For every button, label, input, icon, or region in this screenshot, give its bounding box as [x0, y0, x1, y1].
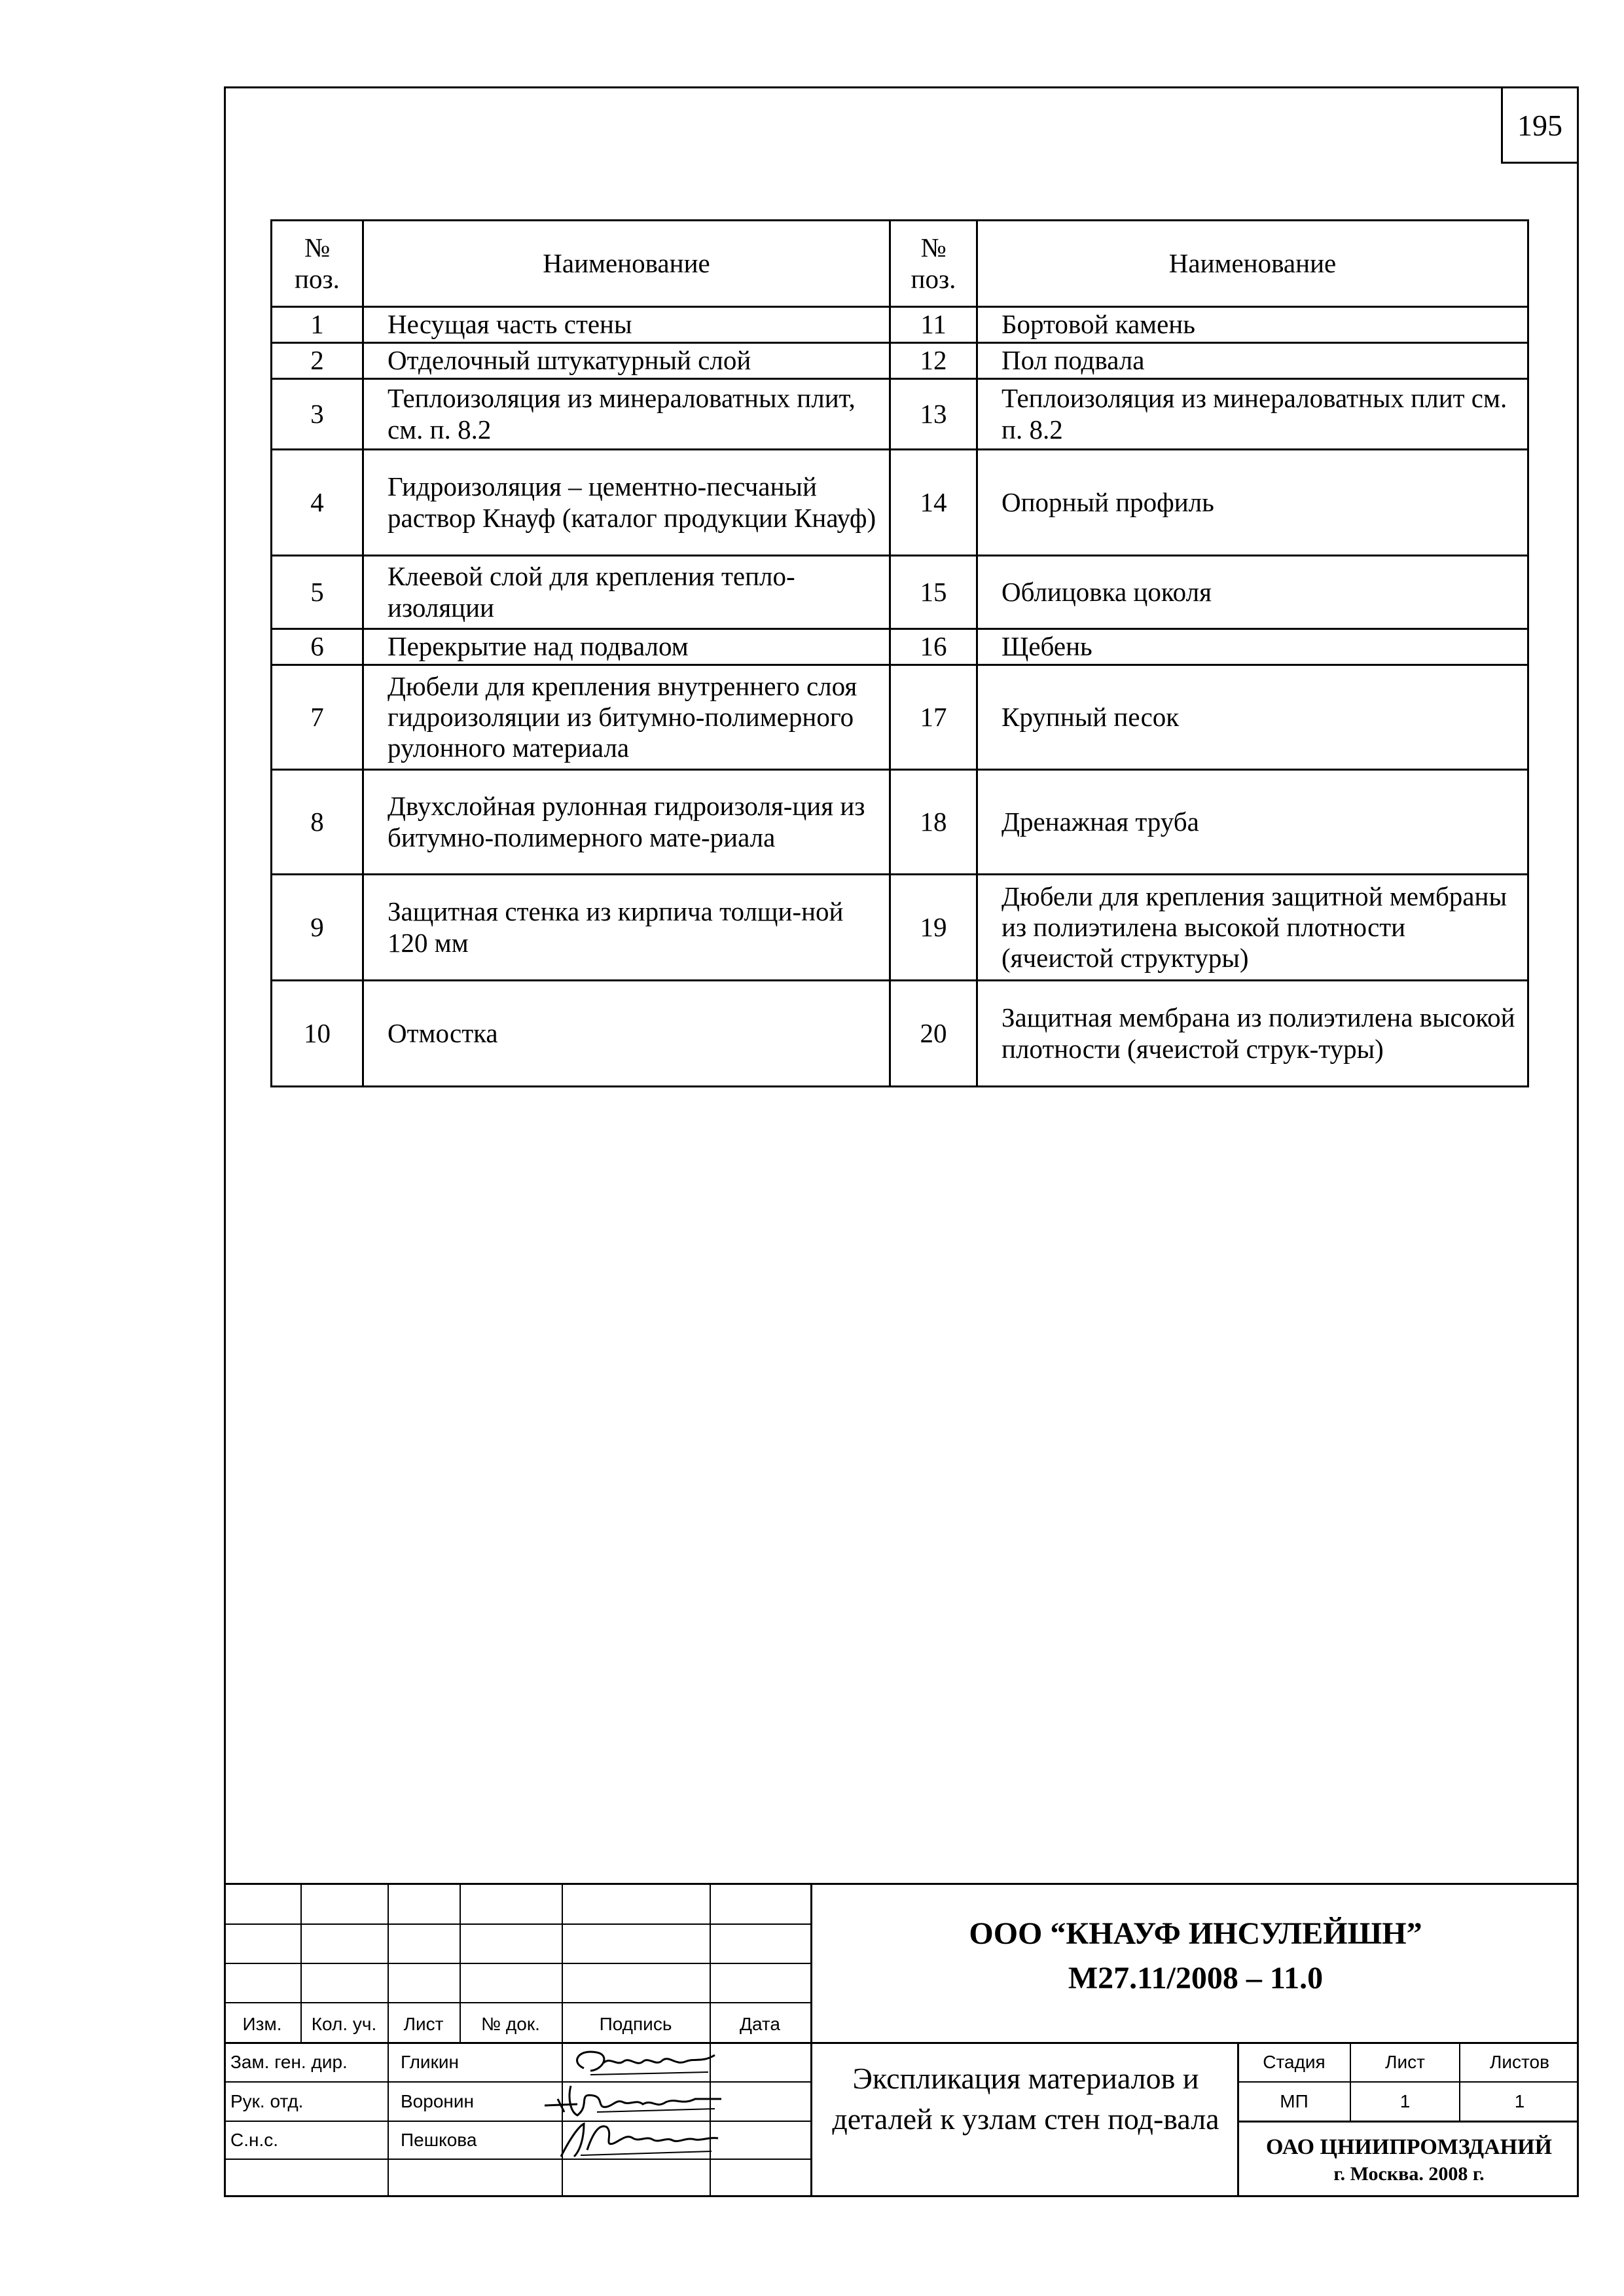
document-code: М27.11/2008 – 11.0	[1068, 1961, 1324, 1995]
col-header-pos: № поз.	[272, 221, 363, 307]
name-cell: Двухслойная рулонная гидроизоля-ция из битумно-полимерного мате-риала	[363, 770, 890, 875]
pos-cell: 4	[272, 450, 363, 556]
name-cell: Несущая часть стены	[363, 307, 890, 343]
pos-cell: 18	[890, 770, 977, 875]
col-header-pos: № поз.	[890, 221, 977, 307]
organization-name: ОАО ЦНИИПРОМЗДАНИЙ	[1265, 2135, 1553, 2159]
pos-cell: 12	[890, 343, 977, 379]
signature-image	[554, 2117, 725, 2163]
table-row	[272, 981, 1528, 1087]
stage-header: Стадия	[1263, 2052, 1326, 2072]
name-cell: Щебень	[977, 629, 1528, 665]
table-row	[272, 307, 1528, 343]
name-cell: Перекрытие над подвалом	[363, 629, 890, 665]
sheets-header: Листов	[1490, 2052, 1549, 2072]
page-number: 195	[1501, 86, 1579, 164]
col-sign-label: Подпись	[599, 2014, 672, 2034]
pos-cell: 19	[890, 875, 977, 981]
name-cell: Защитная стенка из кирпича толщи-ной 120 мм	[363, 875, 890, 981]
name-cell: Защитная мембрана из полиэтилена высокой плотности (ячеистой струк-туры)	[977, 981, 1528, 1087]
pos-cell: 13	[890, 379, 977, 450]
role-label: Зам. ген. дир.	[230, 2052, 348, 2072]
person-name: Пешкова	[401, 2130, 477, 2150]
signature-image	[564, 2043, 721, 2083]
col-doc-label: № док.	[481, 2014, 540, 2034]
name-cell: Бортовой камень	[977, 307, 1528, 343]
table-row	[272, 665, 1528, 770]
col-kol-label: Кол. уч.	[311, 2014, 377, 2034]
name-cell: Крупный песок	[977, 665, 1528, 770]
name-cell: Пол подвала	[977, 343, 1528, 379]
col-list-label: Лист	[403, 2014, 444, 2034]
pos-cell: 9	[272, 875, 363, 981]
document-title: Экспликация материалов и деталей к узлам стен под-вала	[832, 2062, 1219, 2136]
pos-cell: 3	[272, 379, 363, 450]
table-header-row	[272, 221, 1528, 307]
role-label: Рук. отд.	[230, 2091, 304, 2111]
company-name: ООО “КНАУФ ИНСУЛЕЙШН”	[969, 1916, 1422, 1951]
pos-cell: 5	[272, 556, 363, 629]
name-cell: Дренажная труба	[977, 770, 1528, 875]
name-cell: Дюбели для крепления внутреннего слоя гидроизоляции из битумно-полимерного рулонного материала	[363, 665, 890, 770]
pos-cell: 17	[890, 665, 977, 770]
title-block	[224, 1883, 1579, 2197]
name-cell: Облицовка цоколя	[977, 556, 1528, 629]
table-row	[272, 379, 1528, 450]
pos-cell: 11	[890, 307, 977, 343]
pos-cell: 14	[890, 450, 977, 556]
table-row	[272, 343, 1528, 379]
name-cell: Теплоизоляция из минераловатных плит см. п. 8.2	[977, 379, 1528, 450]
table-row	[272, 629, 1528, 665]
name-cell: Отмостка	[363, 981, 890, 1087]
stage-value: МП	[1280, 2091, 1308, 2111]
pos-cell: 2	[272, 343, 363, 379]
pos-cell: 8	[272, 770, 363, 875]
role-label: С.н.с.	[230, 2130, 279, 2150]
name-cell: Гидроизоляция – цементно-песчаный раствор Кнауф (каталог продукции Кнауф)	[363, 450, 890, 556]
name-cell: Отделочный штукатурный слой	[363, 343, 890, 379]
sheets-value: 1	[1514, 2091, 1525, 2111]
pos-cell: 10	[272, 981, 363, 1087]
pos-cell: 1	[272, 307, 363, 343]
pos-cell: 16	[890, 629, 977, 665]
explication-table	[270, 219, 1529, 1087]
name-cell: Опорный профиль	[977, 450, 1528, 556]
name-cell: Теплоизоляция из минераловатных плит, см. п. 8.2	[363, 379, 890, 450]
person-name: Воронин	[401, 2091, 474, 2111]
sheet-header: Лист	[1385, 2052, 1425, 2072]
table-row	[272, 450, 1528, 556]
col-header-name: Наименование	[363, 221, 890, 307]
organization-city: г. Москва. 2008 г.	[1333, 2163, 1485, 2185]
col-izm-label: Изм.	[242, 2014, 282, 2034]
pos-cell: 6	[272, 629, 363, 665]
table-row	[272, 556, 1528, 629]
name-cell: Дюбели для крепления защитной мембраны из полиэтилена высокой плотности (ячеистой структуры)	[977, 875, 1528, 981]
pos-cell: 20	[890, 981, 977, 1087]
table-row	[272, 875, 1528, 981]
sheet-value: 1	[1399, 2091, 1411, 2111]
pos-cell: 7	[272, 665, 363, 770]
person-name: Гликин	[401, 2052, 459, 2072]
table-row	[272, 770, 1528, 875]
pos-cell: 15	[890, 556, 977, 629]
col-date-label: Дата	[739, 2014, 780, 2034]
name-cell: Клеевой слой для крепления тепло-изоляции	[363, 556, 890, 629]
col-header-name: Наименование	[977, 221, 1528, 307]
